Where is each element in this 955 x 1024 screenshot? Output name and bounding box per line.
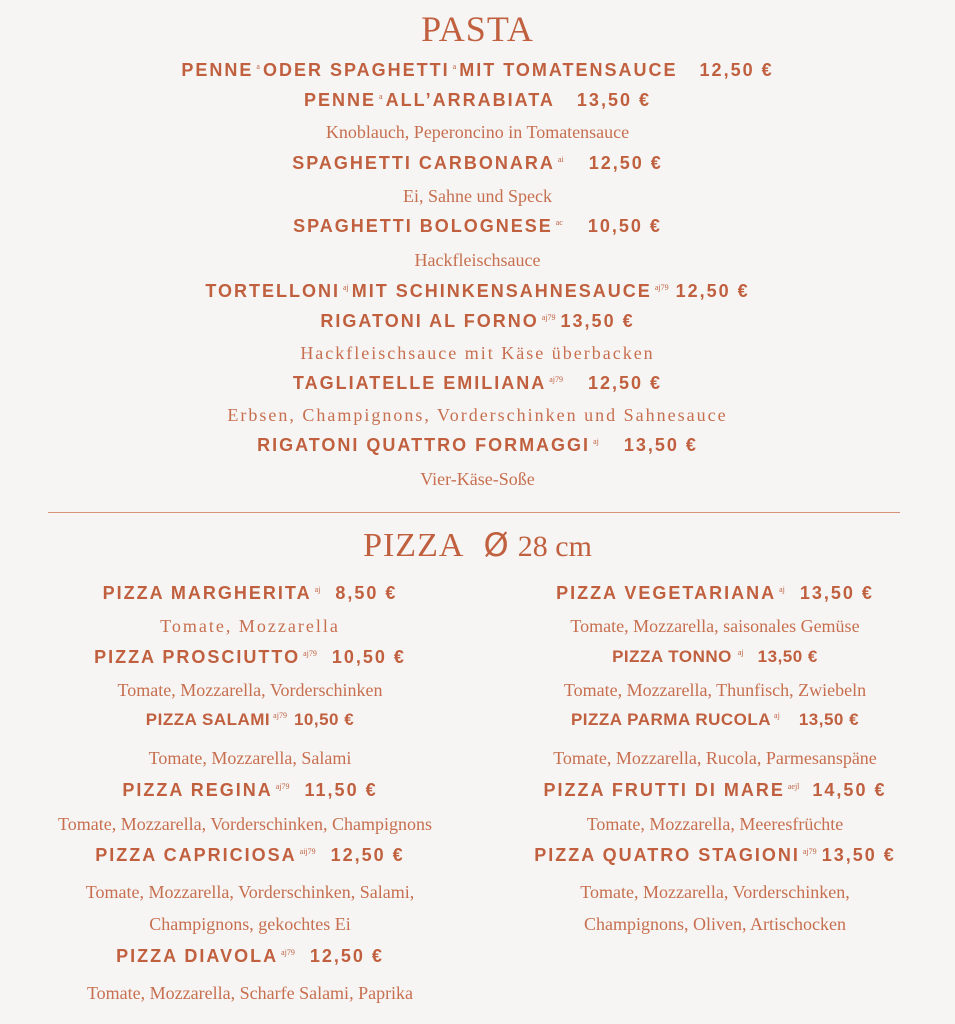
pizza-item-capriciosa (0, 845, 500, 866)
allergen-code: aj79 (654, 283, 669, 292)
item-description-line2: Champignons, Oliven, Artischocken (584, 914, 846, 934)
pasta-item-tagliatelle (0, 373, 955, 394)
pizza-item-diavola (0, 946, 500, 967)
allergen-code: aj79 (549, 375, 564, 384)
item-price: 10,50 € (331, 647, 406, 667)
pizza-item-vegetariana (475, 583, 955, 604)
allergen-code: ai (557, 155, 564, 164)
item-price: 13,50 € (560, 311, 635, 331)
item-description: Tomate, Mozzarella, Thunfisch, Zwiebeln (563, 680, 867, 700)
item-name-part: ODER SPAGHETTI (262, 60, 450, 80)
item-price: 12,50 € (309, 946, 384, 966)
item-name: PENNE (304, 90, 377, 110)
item-description: Tomate, Mozzarella, Vorderschinken, Salami, (85, 882, 415, 902)
item-name: RIGATONI AL FORNO (320, 311, 539, 331)
item-description: Ei, Sahne und Speck (403, 186, 552, 206)
pizza-header (0, 526, 955, 565)
allergen-code: aj79 (273, 711, 287, 720)
item-name: SPAGHETTI CARBONARA (292, 153, 555, 173)
allergen-code: a (452, 62, 457, 71)
pasta-item-carbonara (0, 153, 955, 174)
item-description: Knoblauch, Peperoncino in Tomatensauce (325, 122, 630, 142)
item-price: 10,50 € (587, 216, 662, 236)
item-description: Tomate, Mozzarella, Salami (148, 748, 352, 768)
item-price: 13,50 € (757, 647, 818, 666)
pizza-item-margherita (0, 583, 500, 604)
pasta-item-penne-spaghetti (0, 60, 955, 81)
allergen-code: aj (593, 437, 599, 446)
item-price: 10,50 € (293, 710, 355, 729)
pasta-item-quattro-formaggi (0, 435, 955, 456)
allergen-code: aj79 (541, 313, 556, 322)
allergen-code: ac (555, 218, 563, 227)
item-description: Vier-Käse-Soße (420, 469, 535, 489)
pizza-item-tonno (475, 647, 955, 667)
item-description: Tomate, Mozzarella, saisonales Gemüse (570, 616, 860, 636)
item-name: PIZZA REGINA (122, 780, 273, 800)
item-name: PIZZA PARMA RUCOLA (570, 710, 772, 729)
item-name: PIZZA MARGHERITA (102, 583, 312, 603)
allergen-code: aj (314, 585, 321, 594)
item-price: 14,50 € (812, 780, 887, 800)
item-description: Tomate, Mozzarella, Vorderschinken, (580, 882, 850, 902)
pasta-item-bolognese (0, 216, 955, 237)
item-name: PIZZA PROSCIUTTO (94, 647, 301, 667)
item-price: 11,50 € (304, 780, 378, 800)
pizza-item-frutti-di-mare (475, 780, 955, 801)
item-price: 8,50 € (335, 583, 398, 603)
pasta-item-tortelloni (0, 281, 955, 302)
item-price: 12,50 € (675, 281, 750, 301)
item-name: SPAGHETTI BOLOGNESE (293, 216, 553, 236)
item-price: 13,50 € (799, 583, 874, 603)
allergen-code: aj79 (275, 782, 290, 791)
item-price: 13,50 € (798, 710, 860, 729)
allergen-code: aj (779, 585, 785, 594)
item-name: PIZZA DIAVOLA (116, 946, 279, 966)
pizza-size: 28 cm (517, 530, 592, 563)
allergen-code: aj (774, 711, 780, 720)
pizza-item-salami (0, 710, 500, 730)
item-price: 13,50 € (576, 90, 651, 110)
item-name-part: MIT SCHINKENSAHNESAUCE (351, 281, 652, 301)
item-description: Tomate, Mozzarella, Meeresfrüchte (586, 814, 844, 834)
item-description-line2: Champignons, gekochtes Ei (149, 914, 351, 934)
diameter-symbol: Ø (483, 526, 509, 564)
item-description: Hackfleischsauce (414, 250, 541, 270)
item-description: Hackfleischsauce mit Käse überbacken (300, 343, 655, 363)
item-name: TAGLIATELLE EMILIANA (292, 373, 547, 393)
pizza-item-regina (0, 780, 500, 801)
pasta-item-penne-arrabiata (0, 90, 955, 111)
item-name: RIGATONI QUATTRO FORMAGGI (257, 435, 591, 455)
item-name: TORTELLONI (205, 281, 340, 301)
allergen-code: aj (343, 283, 349, 292)
item-price: 12,50 € (588, 153, 663, 173)
item-name-part: MIT TOMATENSAUCE (459, 60, 678, 80)
allergen-code: aj79 (281, 948, 295, 957)
item-description: Tomate, Mozzarella, Vorderschinken, Champignons (58, 814, 432, 834)
allergen-code: aij79 (299, 847, 316, 856)
pasta-title: PASTA (421, 9, 534, 49)
item-name: PIZZA SALAMI (145, 710, 271, 729)
item-name-part: ALL’ARRABIATA (385, 90, 555, 110)
item-name: PIZZA VEGETARIANA (556, 583, 777, 603)
item-name: PIZZA QUATRO STAGIONI (534, 845, 800, 865)
item-price: 12,50 € (588, 373, 663, 393)
item-description: Erbsen, Champignons, Vorderschinken und Sahnesauce (227, 405, 728, 425)
allergen-code: a (379, 92, 383, 101)
item-description: Tomate, Mozzarella (160, 616, 340, 636)
allergen-code: aejl (787, 782, 800, 791)
item-name: PENNE (181, 60, 254, 80)
item-description: Tomate, Mozzarella, Vorderschinken (117, 680, 383, 700)
item-price: 13,50 € (821, 845, 896, 865)
item-name: PIZZA TONNO (612, 647, 732, 666)
pizza-title: PIZZA (363, 527, 465, 564)
pasta-item-rigatoni-forno (0, 311, 955, 332)
allergen-code: aj (737, 648, 744, 657)
allergen-code: a (256, 62, 260, 71)
item-price: 13,50 € (623, 435, 698, 455)
item-description: Tomate, Mozzarella, Scharfe Salami, Paprika (86, 983, 414, 1003)
section-divider (48, 512, 900, 513)
item-description: Tomate, Mozzarella, Rucola, Parmesanspäne (553, 748, 877, 768)
item-name: PIZZA FRUTTI DI MARE (543, 780, 785, 800)
pizza-item-quatro-stagioni (475, 845, 955, 866)
allergen-code: aj79 (303, 649, 317, 658)
item-price: 12,50 € (699, 60, 774, 80)
item-name: PIZZA CAPRICIOSA (95, 845, 297, 865)
pizza-item-prosciutto (0, 647, 500, 668)
pizza-item-parma-rucola (475, 710, 955, 730)
item-price: 12,50 € (330, 845, 405, 865)
allergen-code: aj79 (802, 847, 817, 856)
